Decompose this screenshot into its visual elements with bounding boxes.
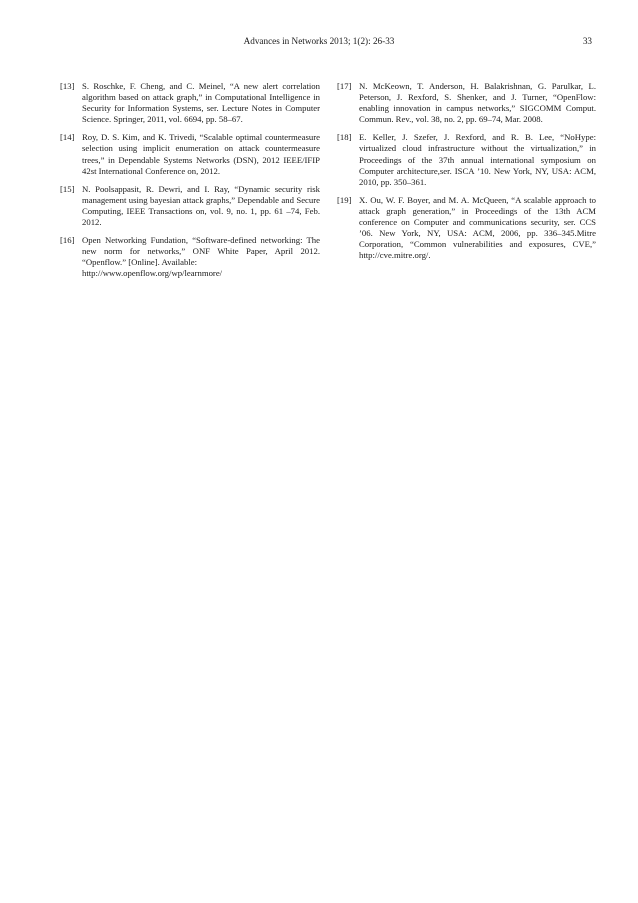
reference-text: Roy, D. S. Kim, and K. Trivedi, “Scalable optimal countermeasure selection using implicit enumeration on attack countermeasure trees,” in Dependable Systems Networks (DSN), 2012 IEEE/IFIP 42st International Conference on, 2012. bbox=[82, 132, 320, 176]
references-left-column bbox=[60, 81, 320, 287]
reference-number: [19] bbox=[337, 194, 352, 205]
references-right-column bbox=[337, 81, 596, 268]
reference-text: N. McKeown, T. Anderson, H. Balakrishnan, G. Parulkar, L. Peterson, J. Rexford, S. Shenker, and J. Turner, “OpenFlow: enabling innovation in campus networks,” SIGCOMM Comput. Commun. Rev., vol. 38, no. 2, pp. 69–74, Mar. 2008. bbox=[359, 81, 596, 125]
reference-text: E. Keller, J. Szefer, J. Rexford, and R. B. Lee, “NoHype: virtualized cloud infrastructure without the virtualization,” in Proceedings of the 37th annual international symposium on Computer architecture,ser. ISCA ’10. New York, NY, USA: ACM, 2010, pp. 350–361. bbox=[359, 132, 596, 187]
reference-number: [15] bbox=[60, 183, 75, 194]
reference-number: [16] bbox=[60, 235, 75, 246]
reference-13 bbox=[60, 81, 320, 125]
reference-18 bbox=[337, 132, 596, 187]
reference-number: [18] bbox=[337, 132, 352, 143]
reference-number: [17] bbox=[337, 81, 352, 91]
reference-17 bbox=[337, 81, 596, 125]
reference-19 bbox=[337, 195, 596, 262]
reference-number: [13] bbox=[60, 81, 75, 91]
running-header bbox=[0, 36, 638, 50]
reference-16 bbox=[60, 235, 320, 279]
reference-text: N. Poolsappasit, R. Dewri, and I. Ray, “Dynamic security risk management using bayesian attack graphs,” Dependable and Secure Computing, IEEE Transactions on, vol. 9, no. 1, pp. 61 –74, Feb. 2012. bbox=[82, 183, 320, 228]
reference-text: Open Networking Fundation, “Software-defined networking: The new norm for networks,” ONF White Paper, April 2012. “Openflow.” [Online]. Available: bbox=[82, 235, 320, 268]
page-number: 33 bbox=[582, 36, 592, 46]
reference-14 bbox=[60, 132, 320, 176]
reference-url-link[interactable]: http://www.openflow.org/wp/learnmore/ bbox=[82, 268, 223, 279]
reference-15 bbox=[60, 184, 320, 228]
reference-text: X. Ou, W. F. Boyer, and M. A. McQueen, “A scalable approach to attack graph generation,” in Proceedings of the 13th ACM conference on Computer and communications security, ser. CCS ’06. New York, NY, USA: ACM, 2006, pp. 336–345.Mitre Corporation, “Common vulnerabilities and exposures, CVE,” http://cve.mitre.org/. bbox=[359, 194, 596, 261]
reference-text: S. Roschke, F. Cheng, and C. Meinel, “A new alert correlation algorithm based on attack graph,” in Computational Intelligence in Security for Information Systems, ser. Lecture Notes in Computer Science. Springer, 2011, vol. 6694, pp. 58–67. bbox=[82, 81, 320, 125]
journal-citation: Advances in Networks 2013; 1(2): 26-33 bbox=[243, 36, 395, 46]
reference-number: [14] bbox=[60, 132, 75, 143]
